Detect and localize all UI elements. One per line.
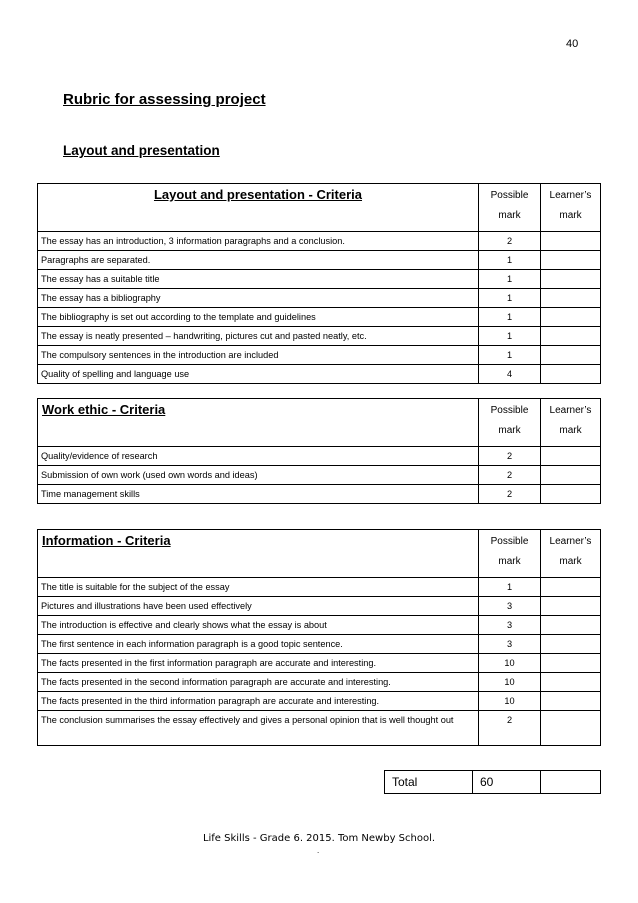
table-title: Layout and presentation - Criteria — [38, 184, 479, 232]
learner-mark-cell[interactable] — [541, 308, 601, 327]
table-header-row — [38, 530, 601, 578]
possible-mark-cell: 1 — [479, 270, 541, 289]
table-row — [38, 485, 601, 504]
table-row — [38, 673, 601, 692]
criterion-cell: Quality of spelling and language use — [38, 365, 479, 384]
learner-mark-cell[interactable] — [541, 711, 601, 746]
learner-mark-header: Learner’s mark — [541, 184, 601, 232]
possible-mark-cell: 10 — [479, 654, 541, 673]
information-criteria-table — [37, 529, 601, 746]
work-ethic-criteria-table — [37, 398, 601, 504]
possible-mark-cell: 2 — [479, 447, 541, 466]
learner-mark-header: Learner’s mark — [541, 530, 601, 578]
table-row — [38, 447, 601, 466]
table-row — [38, 616, 601, 635]
possible-mark-cell: 1 — [479, 578, 541, 597]
criterion-cell: The conclusion summarises the essay effectively and gives a personal opinion that is well thought out — [38, 711, 479, 746]
criterion-cell: Time management skills — [38, 485, 479, 504]
layout-criteria-table — [37, 183, 601, 384]
table-row — [38, 232, 601, 251]
table-row — [38, 466, 601, 485]
table-row — [38, 711, 601, 746]
table-row — [38, 251, 601, 270]
table-row — [38, 289, 601, 308]
possible-mark-cell: 2 — [479, 466, 541, 485]
possible-mark-cell: 3 — [479, 635, 541, 654]
table-header-row — [38, 399, 601, 447]
total-row — [385, 771, 601, 794]
learner-mark-cell[interactable] — [541, 447, 601, 466]
criterion-cell: The introduction is effective and clearly shows what the essay is about — [38, 616, 479, 635]
learner-mark-cell[interactable] — [541, 232, 601, 251]
table-title: Information - Criteria — [38, 530, 479, 578]
table-header-row — [38, 184, 601, 232]
footer-mark: . — [317, 846, 320, 855]
criterion-cell: The title is suitable for the subject of the essay — [38, 578, 479, 597]
learner-mark-cell[interactable] — [541, 346, 601, 365]
table-row — [38, 346, 601, 365]
criterion-cell: The essay is neatly presented – handwriting, pictures cut and pasted neatly, etc. — [38, 327, 479, 346]
learner-mark-cell[interactable] — [541, 251, 601, 270]
table-title: Work ethic - Criteria — [38, 399, 479, 447]
learner-mark-cell[interactable] — [541, 578, 601, 597]
total-table — [384, 770, 601, 794]
criterion-cell: The first sentence in each information paragraph is a good topic sentence. — [38, 635, 479, 654]
criterion-cell: The essay has an introduction, 3 information paragraphs and a conclusion. — [38, 232, 479, 251]
learner-mark-cell[interactable] — [541, 270, 601, 289]
learner-mark-cell[interactable] — [541, 673, 601, 692]
possible-mark-header: Possible mark — [479, 184, 541, 232]
learner-mark-cell[interactable] — [541, 616, 601, 635]
possible-mark-cell: 1 — [479, 308, 541, 327]
criterion-cell: The facts presented in the first information paragraph are accurate and interesting. — [38, 654, 479, 673]
criterion-cell: Paragraphs are separated. — [38, 251, 479, 270]
page-number: 40 — [566, 38, 579, 50]
possible-mark-cell: 10 — [479, 692, 541, 711]
possible-mark-cell: 3 — [479, 616, 541, 635]
total-value: 60 — [473, 771, 541, 794]
table-row — [38, 578, 601, 597]
learner-mark-cell[interactable] — [541, 289, 601, 308]
criterion-cell: The facts presented in the third information paragraph are accurate and interesting. — [38, 692, 479, 711]
table-row — [38, 692, 601, 711]
learner-mark-cell[interactable] — [541, 635, 601, 654]
criterion-cell: The essay has a bibliography — [38, 289, 479, 308]
criterion-cell: The facts presented in the second information paragraph are accurate and interesting. — [38, 673, 479, 692]
learner-mark-cell[interactable] — [541, 365, 601, 384]
learner-mark-cell[interactable] — [541, 466, 601, 485]
criterion-cell: The bibliography is set out according to the template and guidelines — [38, 308, 479, 327]
table-row — [38, 270, 601, 289]
possible-mark-cell: 1 — [479, 346, 541, 365]
table-row — [38, 635, 601, 654]
possible-mark-cell: 2 — [479, 232, 541, 251]
table-row — [38, 654, 601, 673]
learner-mark-cell[interactable] — [541, 654, 601, 673]
learner-total-cell[interactable] — [541, 771, 601, 794]
table-row — [38, 597, 601, 616]
criterion-cell: Quality/evidence of research — [38, 447, 479, 466]
possible-mark-cell: 2 — [479, 711, 541, 746]
page-footer: Life Skills - Grade 6. 2015. Tom Newby School. — [202, 833, 436, 844]
possible-mark-cell: 1 — [479, 327, 541, 346]
possible-mark-cell: 10 — [479, 673, 541, 692]
possible-mark-header: Possible mark — [479, 530, 541, 578]
possible-mark-cell: 2 — [479, 485, 541, 504]
learner-mark-cell[interactable] — [541, 485, 601, 504]
learner-mark-cell[interactable] — [541, 327, 601, 346]
criterion-cell: Pictures and illustrations have been used effectively — [38, 597, 479, 616]
section-subtitle: Layout and presentation — [63, 143, 220, 158]
criterion-cell: The essay has a suitable title — [38, 270, 479, 289]
page-title: Rubric for assessing project — [63, 91, 266, 108]
table-row — [38, 308, 601, 327]
criterion-cell: The compulsory sentences in the introduction are included — [38, 346, 479, 365]
criterion-cell: Submission of own work (used own words and ideas) — [38, 466, 479, 485]
possible-mark-cell: 4 — [479, 365, 541, 384]
possible-mark-cell: 3 — [479, 597, 541, 616]
total-label: Total — [385, 771, 473, 794]
learner-mark-cell[interactable] — [541, 597, 601, 616]
table-row — [38, 327, 601, 346]
learner-mark-cell[interactable] — [541, 692, 601, 711]
table-row — [38, 365, 601, 384]
possible-mark-cell: 1 — [479, 251, 541, 270]
possible-mark-header: Possible mark — [479, 399, 541, 447]
learner-mark-header: Learner’s mark — [541, 399, 601, 447]
possible-mark-cell: 1 — [479, 289, 541, 308]
